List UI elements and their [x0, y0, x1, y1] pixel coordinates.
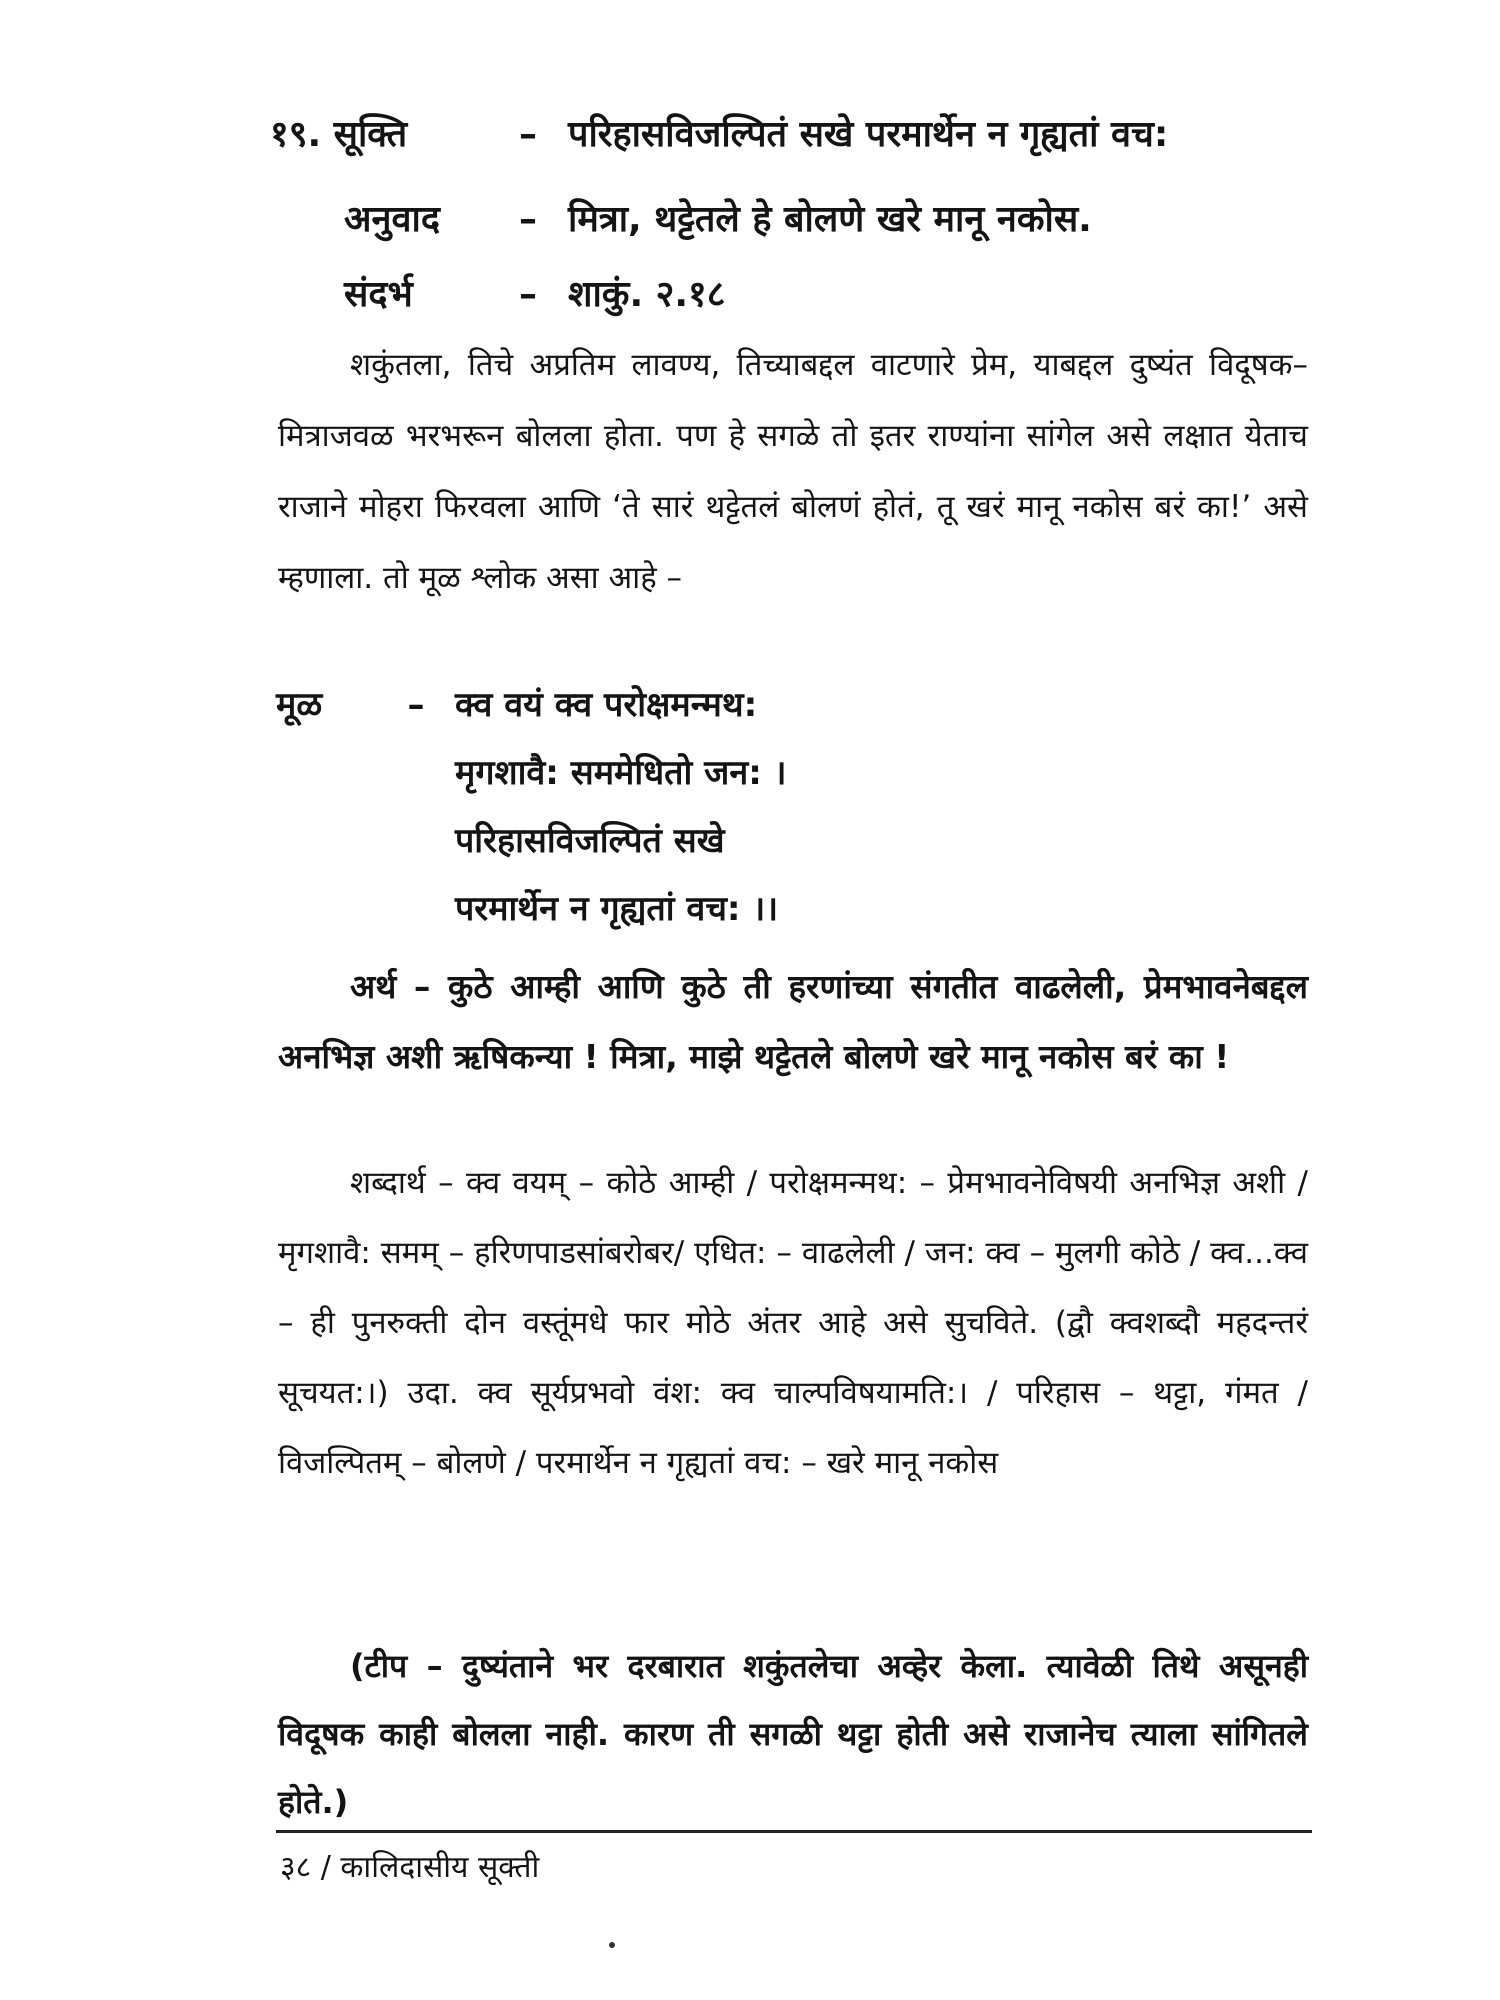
- mool-verse-line-3: परिहासविजल्पितं सखे: [455, 821, 725, 861]
- sandarbh-text: शाकुं. २.१८: [568, 274, 726, 315]
- sukti-dash: –: [519, 114, 537, 155]
- sandarbh-row: [344, 268, 726, 317]
- mool-verse-line-2: मृगशावै: सममेधितो जन: ।: [455, 753, 787, 793]
- anuvad-label: अनुवाद: [344, 199, 440, 240]
- anuvad-text: मित्रा, थट्टेतले हे बोलणे खरे मानू नकोस.: [568, 199, 1092, 240]
- footer-rule: [276, 1830, 1312, 1833]
- sukti-text: परिहासविजल्पितं सखे परमार्थेन न गृह्यतां वच:: [568, 114, 1169, 155]
- mool-row: [276, 680, 446, 726]
- shabdarth-paragraph: शब्दार्थ – क्व वयम् – कोठे आम्ही / परोक्षमन्मथ: – प्रेमभावनेविषयी अनभिज्ञ अशी / मृगशावै: समम् – हरिणपाडसांबरोबर/ एधित: – वाढलेली / जन: क्व – मुलगी कोठे / क्व...क्व – ही पुनरुक्ती दोन वस्तूंमधे फार मोठे अंतर आहे असे सुचविते. (द्वौ क्वशब्दौ महदन्तरं सूचयत:।) उदा. क्व सूर्यप्रभवो वंश: क्व चाल्पविषयामति:। / परिहास – थट्टा, गंमत / विजल्पितम् – बोलणे / परमार्थेन न गृह्यतां वच: – खरे मानू नकोस: [278, 1165, 1308, 1481]
- mool-dash: –: [407, 685, 425, 725]
- tip-paragraph: (टीप – दुष्यंताने भर दरबारात शकुंतलेचा अव्हेर केला. त्यावेळी तिथे असूनही विदूषक काही बोलला नाही. कारण ती सगळी थट्टा होती असे राजानेच त्याला सांगितले होते.): [278, 1647, 1308, 1821]
- context-paragraph: शकुंतला, तिचे अप्रतिम लावण्य, तिच्याबद्दल वाटणारे प्रेम, याबद्दल दुष्यंत विदूषक–मित्राजवळ भरभरून बोलला होता. पण हे सगळे तो इतर राण्यांना सांगेल असे लक्षात येताच राजाने मोहरा फिरवला आणि ‘ते सारं थट्टेतलं बोलणं होतं, तू खरं मानू नकोस बरं का!’ असे म्हणाला. तो मूळ श्लोक असा आहे –: [278, 347, 1308, 596]
- anuvad-row: [344, 193, 1092, 242]
- artha-paragraph: अर्थ – कुठे आम्ही आणि कुठे ती हरणांच्या संगतीत वाढलेली, प्रेमभावनेबद्दल अनभिज्ञ अशी ऋषिकन्या ! मित्रा, माझे थट्टेतले बोलणे खरे मानू नकोस बरं का !: [278, 967, 1308, 1076]
- sukti-number-label: १९. सूक्ति: [270, 114, 408, 155]
- anuvad-dash: –: [519, 199, 537, 240]
- sandarbh-dash: –: [519, 274, 537, 315]
- print-speck: [609, 1942, 615, 1948]
- mool-verse-line-4: परमार्थेन न गृह्यतां वच: ।।: [455, 889, 779, 929]
- mool-label: मूळ: [276, 685, 323, 725]
- sukti-row: [270, 108, 1168, 157]
- page-footer: ३८ / कालिदासीय सूक्ती: [280, 1850, 540, 1885]
- sandarbh-label: संदर्भ: [344, 274, 413, 315]
- mool-verse-line-1: क्व वयं क्व परोक्षमन्मथ:: [455, 685, 758, 725]
